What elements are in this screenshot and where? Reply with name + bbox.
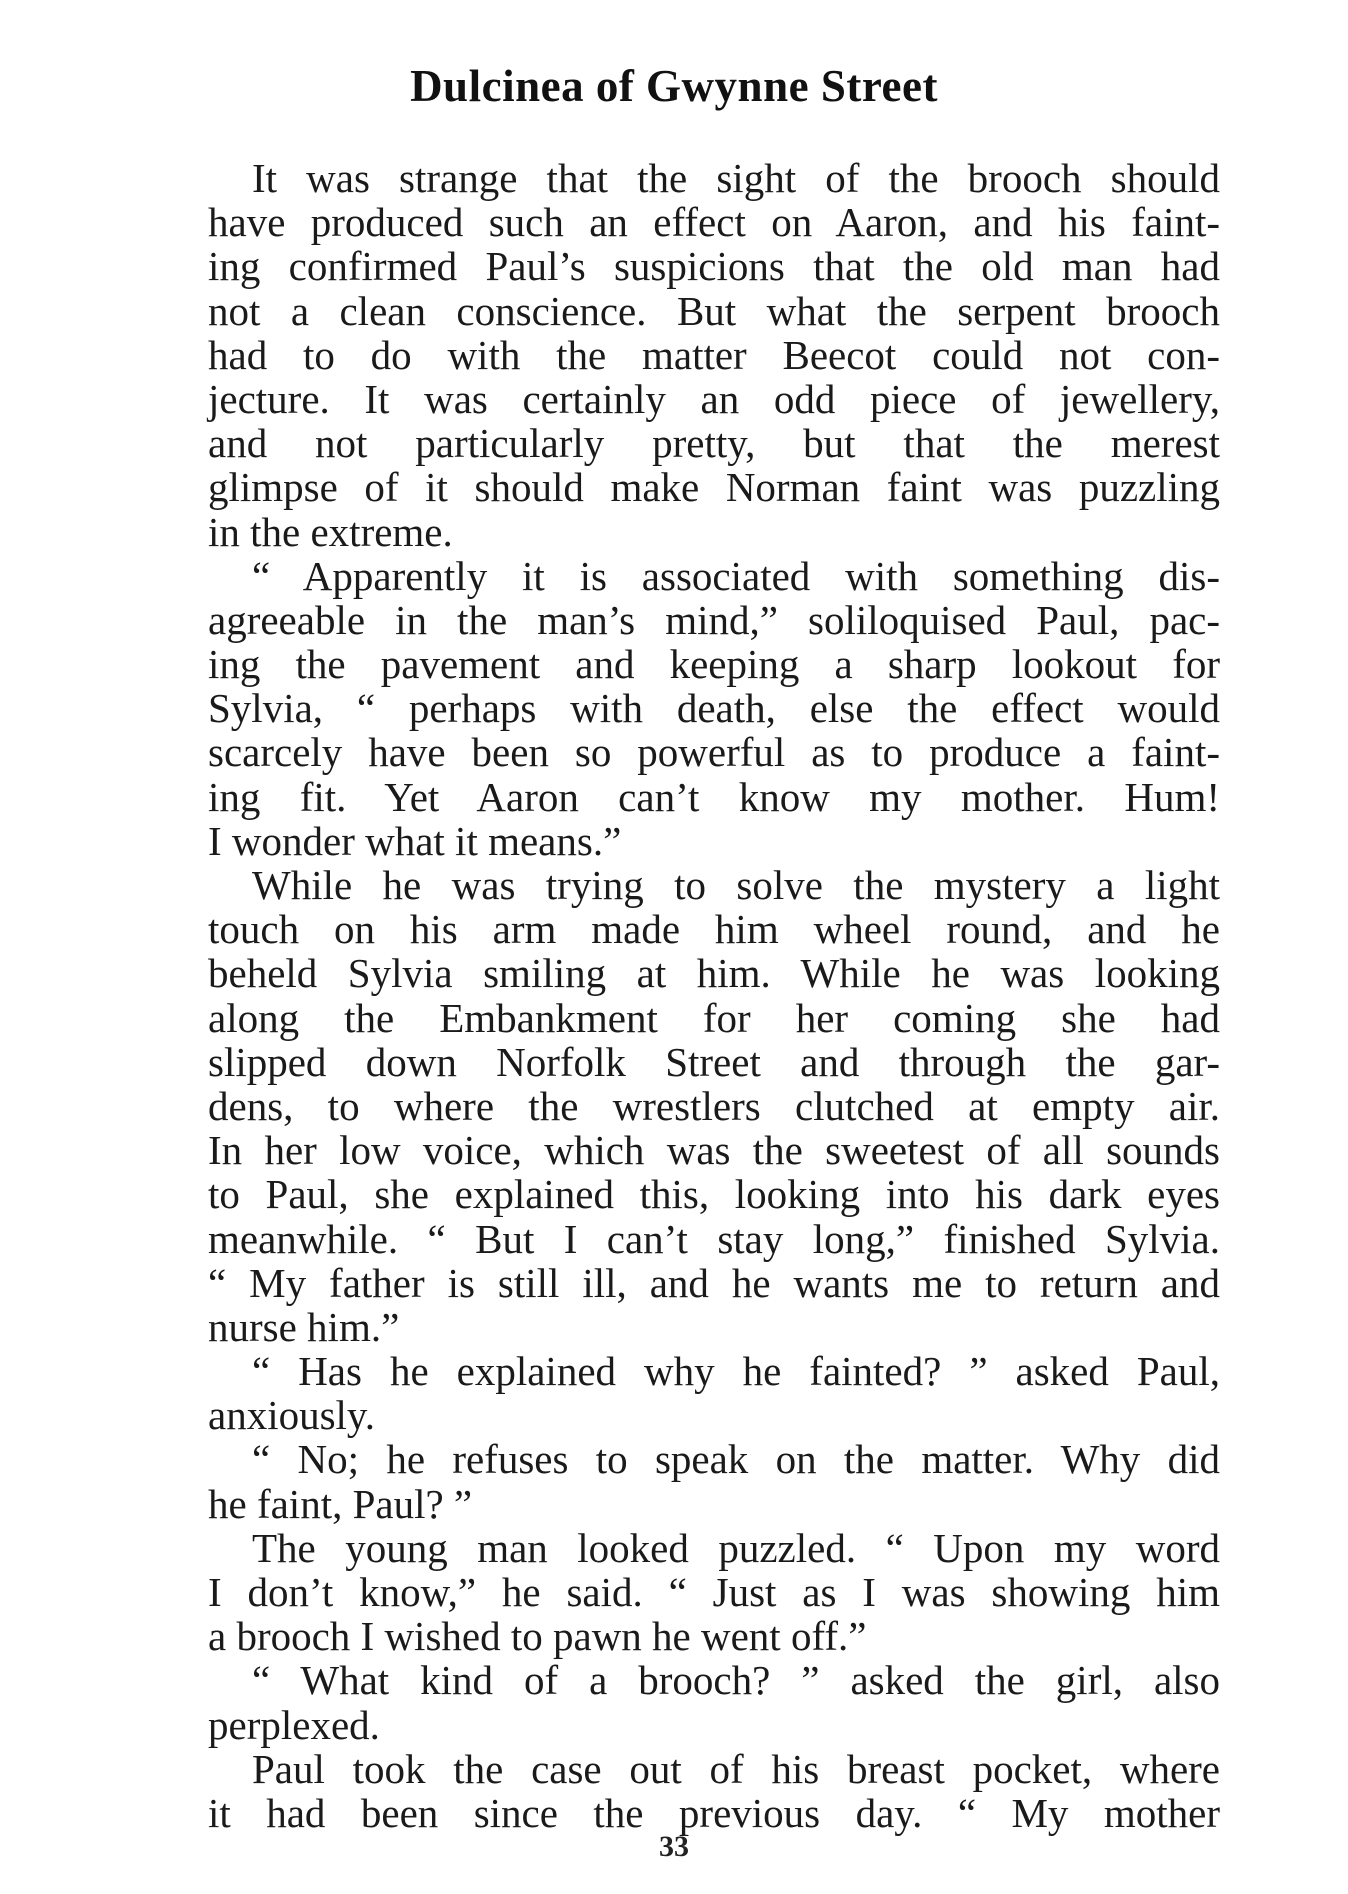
body-text: [208, 156, 1220, 1835]
text-line: slipped down Norfolk Street and through the gar-: [208, 1038, 1220, 1085]
paragraph: [208, 156, 1220, 554]
text-line: touch on his arm made him wheel round, and he: [208, 906, 1220, 953]
paragraph: [208, 1747, 1220, 1835]
text-line: dens, to where the wrestlers clutched at empty air.: [208, 1082, 1220, 1129]
paragraph: [208, 1349, 1220, 1437]
text-line: While he was trying to solve the mystery a light: [252, 862, 1220, 908]
text-line: “ What kind of a brooch? ” asked the girl, also: [252, 1657, 1220, 1704]
text-line: ing the pavement and keeping a sharp lookout for: [208, 641, 1220, 688]
text-line: Paul took the case out of his breast pocket, where: [252, 1745, 1220, 1792]
text-line: have produced such an effect on Aaron, and his faint-: [208, 199, 1220, 246]
text-line: along the Embankment for her coming she had: [208, 994, 1220, 1041]
text-line: I don’t know,” he said. “ Just as I was showing him: [208, 1569, 1220, 1615]
text-line: “ My father is still ill, and he wants me to return and: [208, 1259, 1220, 1306]
text-line: nurse him.”: [208, 1303, 400, 1350]
paragraph: [208, 554, 1220, 863]
paragraph: [208, 1437, 1220, 1525]
text-line: I wonder what it means.”: [208, 817, 622, 864]
text-line: in the extreme.: [208, 508, 453, 555]
text-line: agreeable in the man’s mind,” soliloquised Paul, pac-: [208, 596, 1220, 643]
text-line: It was strange that the sight of the brooch should: [252, 155, 1220, 201]
paragraph: [208, 1658, 1220, 1746]
text-line: a brooch I wished to pawn he went off.”: [208, 1613, 867, 1660]
text-line: to Paul, she explained this, looking into his dark eyes: [208, 1171, 1220, 1218]
text-line: jecture. It was certainly an odd piece of jewellery,: [208, 375, 1220, 422]
paragraph: [208, 863, 1220, 1349]
text-line: not a clean conscience. But what the serpent brooch: [208, 287, 1220, 334]
text-line: he faint, Paul? ”: [208, 1480, 473, 1527]
page-number: 33: [659, 1830, 689, 1863]
text-line: Sylvia, “ perhaps with death, else the effect would: [208, 685, 1220, 732]
text-line: In her low voice, which was the sweetest of all sounds: [208, 1127, 1220, 1174]
text-line: ing confirmed Paul’s suspicions that the old man had: [208, 243, 1220, 290]
running-head: Dulcinea of Gwynne Street: [410, 61, 938, 111]
text-line: meanwhile. “ But I can’t stay long,” finished Sylvia.: [208, 1215, 1220, 1262]
text-line: perplexed.: [208, 1701, 380, 1748]
text-line: “ Apparently it is associated with something dis-: [252, 552, 1220, 599]
text-line: and not particularly pretty, but that the merest: [208, 420, 1220, 467]
text-line: ing fit. Yet Aaron can’t know my mother. Hum!: [208, 773, 1220, 820]
text-line: “ Has he explained why he fainted? ” asked Paul,: [252, 1348, 1220, 1395]
text-line: The young man looked puzzled. “ Upon my word: [252, 1524, 1220, 1571]
text-line: “ No; he refuses to speak on the matter. Why did: [252, 1436, 1220, 1483]
text-line: glimpse of it should make Norman faint was puzzling: [208, 464, 1220, 511]
text-line: had to do with the matter Beecot could not con-: [208, 331, 1220, 378]
text-line: anxiously.: [208, 1392, 376, 1439]
text-line: scarcely have been so powerful as to produce a faint-: [208, 729, 1220, 776]
paragraph: [208, 1526, 1220, 1659]
text-line: beheld Sylvia smiling at him. While he was looking: [208, 950, 1220, 997]
text-line: it had been since the previous day. “ My mother: [208, 1789, 1220, 1836]
